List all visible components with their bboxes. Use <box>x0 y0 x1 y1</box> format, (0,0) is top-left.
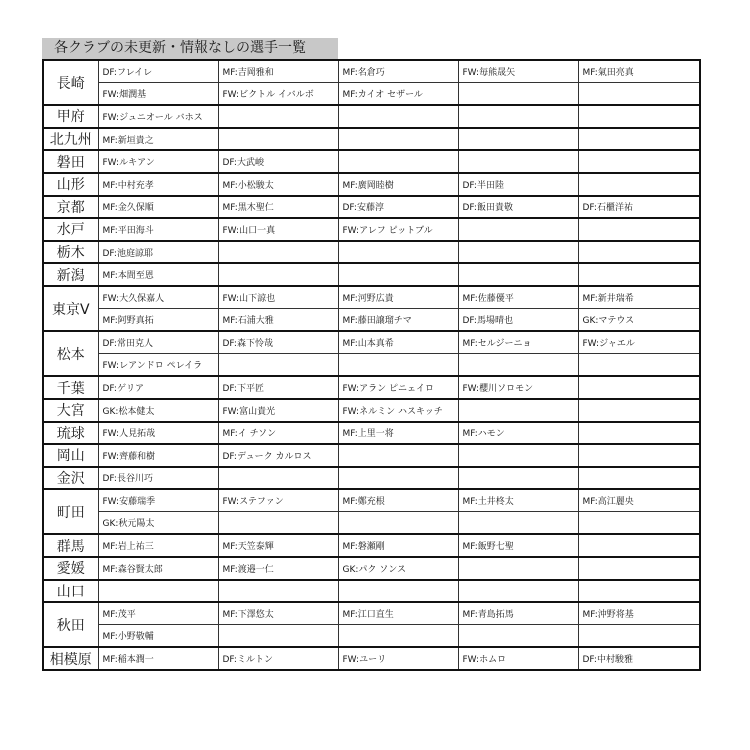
club-group <box>43 557 700 580</box>
table-row <box>43 557 700 580</box>
club-group <box>43 376 700 399</box>
club-group <box>43 647 700 670</box>
player-cell: FW:富山貴光 <box>218 399 338 422</box>
player-cell <box>218 625 338 648</box>
player-cell <box>578 354 700 377</box>
player-cell: FW:ビクトル イバルボ <box>218 83 338 106</box>
player-cell: MF:森谷賢太郎 <box>98 557 218 580</box>
table-row <box>43 625 700 648</box>
player-cell: DF:半田陸 <box>458 173 578 196</box>
club-name: 甲府 <box>43 105 98 128</box>
table-row <box>43 263 700 286</box>
club-group <box>43 489 700 534</box>
player-cell: GK:マテウス <box>578 309 700 332</box>
player-cell: FW:齊藤和樹 <box>98 444 218 467</box>
player-cell <box>338 444 458 467</box>
player-cell <box>578 422 700 445</box>
club-name: 松本 <box>43 331 98 376</box>
player-cell: FW:安藤瑞季 <box>98 489 218 512</box>
player-cell: DF:飯田貴敬 <box>458 196 578 219</box>
player-cell: FW:ステファン <box>218 489 338 512</box>
player-cell: DF:石櫃洋祐 <box>578 196 700 219</box>
table-row <box>43 467 700 490</box>
player-cell <box>338 512 458 535</box>
club-name: 栃木 <box>43 241 98 264</box>
table-row <box>43 241 700 264</box>
club-group <box>43 331 700 376</box>
club-group <box>43 196 700 219</box>
table-row <box>43 105 700 128</box>
club-name: 水戸 <box>43 218 98 241</box>
player-cell: DF:常田克人 <box>98 331 218 354</box>
player-cell <box>578 399 700 422</box>
player-cell <box>578 128 700 151</box>
player-cell <box>578 534 700 557</box>
player-cell: MF:黒木聖仁 <box>218 196 338 219</box>
player-cell: MF:下澤悠太 <box>218 602 338 625</box>
club-group <box>43 286 700 331</box>
player-cell <box>578 150 700 173</box>
player-cell <box>578 557 700 580</box>
player-cell: MF:上里一将 <box>338 422 458 445</box>
player-cell: MF:イ チソン <box>218 422 338 445</box>
player-cell: DF:フレイレ <box>98 60 218 83</box>
player-cell: GK:パク ソンス <box>338 557 458 580</box>
club-group <box>43 218 700 241</box>
table-row <box>43 489 700 512</box>
player-cell <box>338 241 458 264</box>
player-cell: MF:江口直生 <box>338 602 458 625</box>
player-cell: MF:本間至恩 <box>98 263 218 286</box>
player-cell <box>458 83 578 106</box>
player-cell <box>458 105 578 128</box>
player-cell <box>458 128 578 151</box>
club-group <box>43 534 700 557</box>
player-cell <box>458 444 578 467</box>
player-cell: FW:アレフ ピットブル <box>338 218 458 241</box>
player-cell: FW:大久保嘉人 <box>98 286 218 309</box>
club-group <box>43 467 700 490</box>
player-cell <box>578 444 700 467</box>
player-cell <box>338 354 458 377</box>
table-row <box>43 422 700 445</box>
player-cell <box>338 128 458 151</box>
player-cell: DF:デューク カルロス <box>218 444 338 467</box>
club-name: 金沢 <box>43 467 98 490</box>
table-row <box>43 173 700 196</box>
club-group <box>43 105 700 128</box>
player-cell <box>458 354 578 377</box>
club-group <box>43 444 700 467</box>
club-group <box>43 263 700 286</box>
club-name: 磐田 <box>43 150 98 173</box>
club-name: 東京V <box>43 286 98 331</box>
player-cell: FW:櫻川ソロモン <box>458 376 578 399</box>
player-cell: DF:池庭諒耶 <box>98 241 218 264</box>
player-cell: MF:渡邉一仁 <box>218 557 338 580</box>
table-row <box>43 580 700 603</box>
club-group <box>43 60 700 105</box>
club-group <box>43 173 700 196</box>
player-cell: MF:稲本潤一 <box>98 647 218 670</box>
player-cell: DF:森下怜哉 <box>218 331 338 354</box>
club-name: 山形 <box>43 173 98 196</box>
table-row <box>43 196 700 219</box>
club-name: 新潟 <box>43 263 98 286</box>
table-row <box>43 399 700 422</box>
player-cell <box>578 105 700 128</box>
player-cell: FW:山下諒也 <box>218 286 338 309</box>
player-cell <box>338 580 458 603</box>
table-row <box>43 128 700 151</box>
player-cell: DF:ミルトン <box>218 647 338 670</box>
club-name: 北九州 <box>43 128 98 151</box>
player-cell: MF:茂平 <box>98 602 218 625</box>
club-group <box>43 128 700 151</box>
player-cell: MF:金久保順 <box>98 196 218 219</box>
player-cell <box>338 625 458 648</box>
player-cell: FW:ネルミン ハスキッチ <box>338 399 458 422</box>
player-cell <box>218 580 338 603</box>
club-name: 山口 <box>43 580 98 603</box>
page-title: 各クラブの未更新・情報なしの選手一覧 <box>42 38 338 59</box>
player-cell <box>458 399 578 422</box>
player-cell: FW:ユーリ <box>338 647 458 670</box>
player-cell <box>458 150 578 173</box>
player-cell <box>578 376 700 399</box>
club-name: 秋田 <box>43 602 98 647</box>
player-cell: MF:土井柊太 <box>458 489 578 512</box>
player-cell <box>218 467 338 490</box>
club-name: 長崎 <box>43 60 98 105</box>
player-cell: GK:松本健太 <box>98 399 218 422</box>
club-name: 千葉 <box>43 376 98 399</box>
player-cell: MF:岩上祐三 <box>98 534 218 557</box>
player-cell <box>458 580 578 603</box>
player-cell: MF:磐瀬剛 <box>338 534 458 557</box>
roster-table <box>42 59 701 671</box>
player-cell: FW:ジュニオール バホス <box>98 105 218 128</box>
player-cell <box>338 105 458 128</box>
club-name: 京都 <box>43 196 98 219</box>
player-cell: DF:ゲリア <box>98 376 218 399</box>
player-cell <box>578 625 700 648</box>
player-cell: MF:セルジーニョ <box>458 331 578 354</box>
player-cell: GK:秋元陽太 <box>98 512 218 535</box>
player-cell <box>338 150 458 173</box>
player-cell: MF:飯野七聖 <box>458 534 578 557</box>
club-group <box>43 422 700 445</box>
player-cell: FW:レアンドロ ペレイラ <box>98 354 218 377</box>
player-cell: MF:沖野将基 <box>578 602 700 625</box>
player-cell: MF:鄭充根 <box>338 489 458 512</box>
club-group <box>43 150 700 173</box>
club-group <box>43 241 700 264</box>
player-cell: DF:馬場晴也 <box>458 309 578 332</box>
player-cell: MF:新井瑞希 <box>578 286 700 309</box>
player-cell <box>218 512 338 535</box>
player-cell <box>338 467 458 490</box>
table-row <box>43 286 700 309</box>
club-name: 相模原 <box>43 647 98 670</box>
player-cell: MF:阿野真拓 <box>98 309 218 332</box>
player-cell: MF:小松駿太 <box>218 173 338 196</box>
player-cell: MF:藤田譲瑠チマ <box>338 309 458 332</box>
club-name: 町田 <box>43 489 98 534</box>
table-row <box>43 83 700 106</box>
player-cell <box>578 83 700 106</box>
player-cell: MF:氣田亮真 <box>578 60 700 83</box>
player-cell: DF:大武峻 <box>218 150 338 173</box>
player-cell: MF:平田海斗 <box>98 218 218 241</box>
club-group <box>43 580 700 603</box>
player-cell: FW:ジャエル <box>578 331 700 354</box>
table-row <box>43 309 700 332</box>
table-row <box>43 512 700 535</box>
table-row <box>43 354 700 377</box>
table-row <box>43 376 700 399</box>
player-cell <box>578 263 700 286</box>
player-cell: MF:名倉巧 <box>338 60 458 83</box>
player-cell <box>578 241 700 264</box>
club-group <box>43 602 700 647</box>
player-cell: FW:毎熊晟矢 <box>458 60 578 83</box>
player-cell: DF:長谷川巧 <box>98 467 218 490</box>
club-name: 愛媛 <box>43 557 98 580</box>
player-cell: FW:山口一真 <box>218 218 338 241</box>
table-row <box>43 602 700 625</box>
player-cell <box>578 173 700 196</box>
player-cell <box>458 557 578 580</box>
table-row <box>43 444 700 467</box>
player-cell: MF:吉岡雅和 <box>218 60 338 83</box>
table-row <box>43 60 700 83</box>
player-cell: MF:青島拓馬 <box>458 602 578 625</box>
player-cell <box>218 241 338 264</box>
player-cell: MF:新垣貴之 <box>98 128 218 151</box>
club-name: 群馬 <box>43 534 98 557</box>
player-cell: MF:山本真希 <box>338 331 458 354</box>
player-cell: MF:佐藤優平 <box>458 286 578 309</box>
player-cell <box>218 128 338 151</box>
player-cell <box>218 263 338 286</box>
player-cell: MF:カイオ セザール <box>338 83 458 106</box>
club-name: 岡山 <box>43 444 98 467</box>
club-name: 琉球 <box>43 422 98 445</box>
player-cell: MF:河野広貴 <box>338 286 458 309</box>
player-cell <box>578 580 700 603</box>
player-cell: MF:高江麗央 <box>578 489 700 512</box>
player-cell: MF:中村充孝 <box>98 173 218 196</box>
player-cell: MF:小野敬輔 <box>98 625 218 648</box>
player-cell <box>458 625 578 648</box>
player-cell <box>458 263 578 286</box>
player-cell <box>458 241 578 264</box>
player-cell <box>578 218 700 241</box>
table-row <box>43 218 700 241</box>
player-cell: FW:畑潤基 <box>98 83 218 106</box>
table-row <box>43 534 700 557</box>
player-cell: DF:下平匠 <box>218 376 338 399</box>
player-cell: DF:安藤淳 <box>338 196 458 219</box>
club-group <box>43 399 700 422</box>
player-cell <box>578 467 700 490</box>
player-cell <box>338 263 458 286</box>
player-cell: MF:石浦大雅 <box>218 309 338 332</box>
player-cell: FW:人見拓哉 <box>98 422 218 445</box>
player-cell <box>458 218 578 241</box>
table-row <box>43 647 700 670</box>
player-cell: FW:アラン ピニェイロ <box>338 376 458 399</box>
table-row <box>43 150 700 173</box>
player-cell <box>218 105 338 128</box>
player-cell <box>98 580 218 603</box>
player-cell <box>218 354 338 377</box>
player-cell: MF:ハモン <box>458 422 578 445</box>
club-name: 大宮 <box>43 399 98 422</box>
player-cell: MF:廣岡睦樹 <box>338 173 458 196</box>
player-cell: MF:天笠泰輝 <box>218 534 338 557</box>
player-cell <box>458 467 578 490</box>
player-cell: DF:中村駿雅 <box>578 647 700 670</box>
table-row <box>43 331 700 354</box>
player-cell: FW:ルキアン <box>98 150 218 173</box>
player-cell <box>458 512 578 535</box>
player-cell: FW:ホムロ <box>458 647 578 670</box>
player-cell <box>578 512 700 535</box>
